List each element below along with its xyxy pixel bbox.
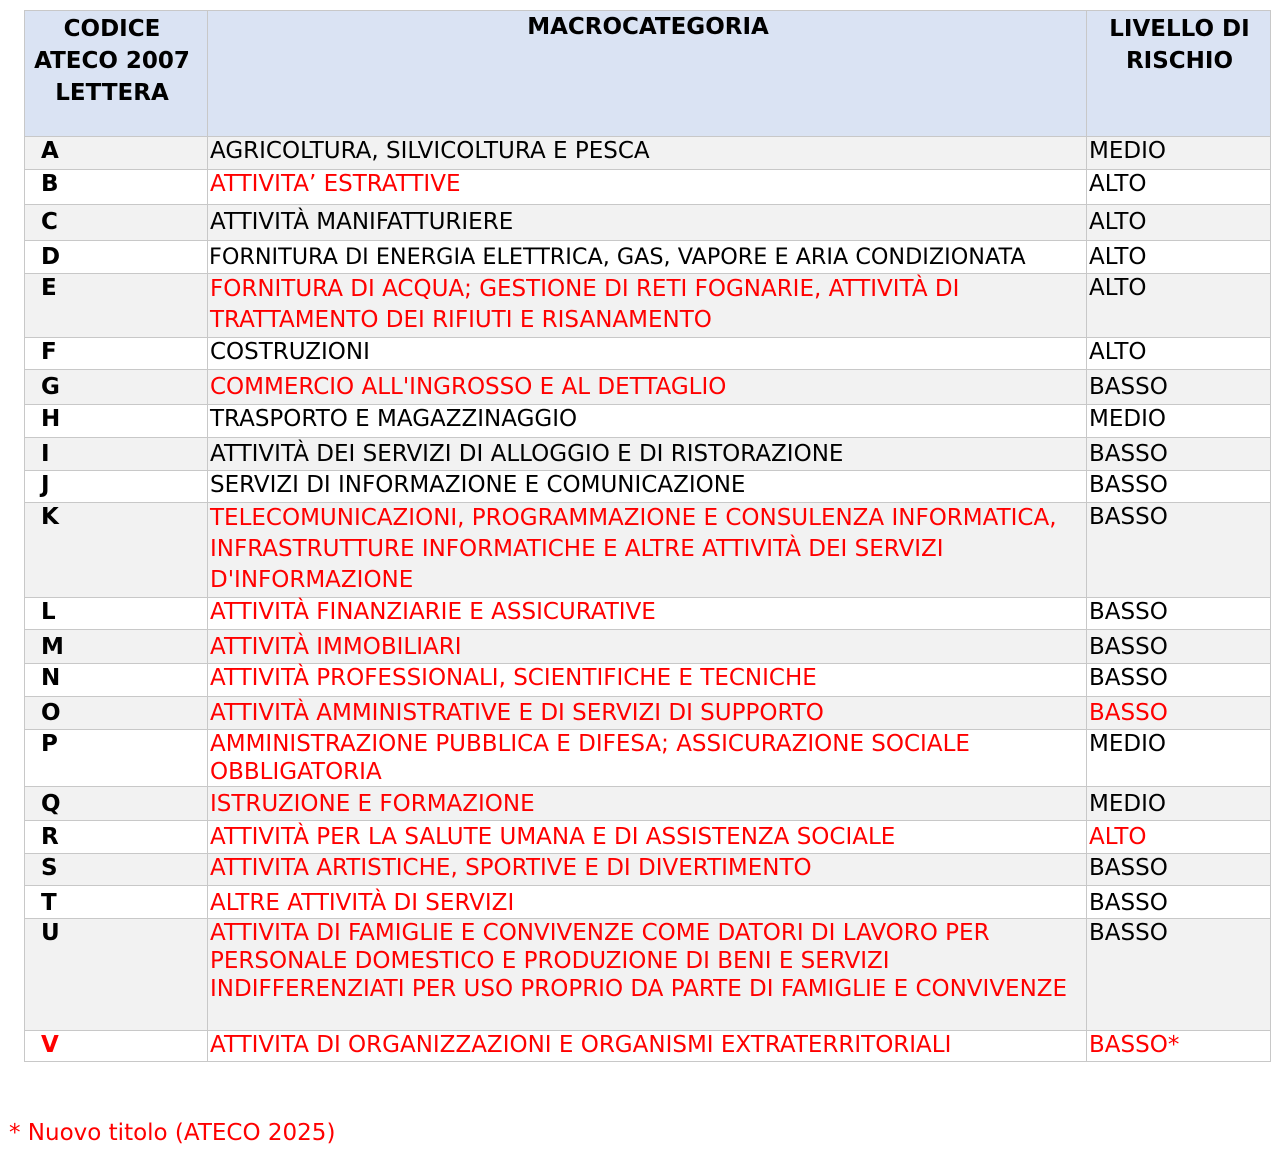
table-row	[25, 919, 1271, 1031]
row-risk: MEDIO	[1087, 137, 1271, 170]
table-row	[25, 170, 1271, 205]
row-code: I	[25, 438, 208, 471]
row-risk: MEDIO	[1087, 787, 1271, 821]
row-code: L	[25, 598, 208, 630]
row-category: FORNITURA DI ACQUA; GESTIONE DI RETI FOGNARIE, ATTIVITÀ DI TRATTAMENTO DEI RIFIUTI E RISANAMENTO	[208, 274, 1087, 338]
row-code: E	[25, 274, 208, 338]
row-category: AGRICOLTURA, SILVICOLTURA E PESCA	[208, 137, 1087, 170]
row-risk: ALTO	[1087, 274, 1271, 338]
header-code: CODICE ATECO 2007 LETTERA	[25, 11, 208, 137]
row-category: FORNITURA DI ENERGIA ELETTRICA, GAS, VAPORE E ARIA CONDIZIONATA	[208, 241, 1087, 274]
table-row	[25, 787, 1271, 821]
row-code: A	[25, 137, 208, 170]
table-row	[25, 405, 1271, 438]
row-category: ATTIVITA’ ESTRATTIVE	[208, 170, 1087, 205]
row-risk: MEDIO	[1087, 405, 1271, 438]
row-risk: BASSO*	[1087, 1031, 1271, 1062]
row-category: AMMINISTRAZIONE PUBBLICA E DIFESA; ASSICURAZIONE SOCIALE OBBLIGATORIA	[208, 730, 1087, 787]
table-row	[25, 886, 1271, 919]
row-risk: BASSO	[1087, 919, 1271, 1031]
row-category: ATTIVITÀ FINANZIARIE E ASSICURATIVE	[208, 598, 1087, 630]
row-code: O	[25, 697, 208, 730]
row-category: ATTIVITÀ DEI SERVIZI DI ALLOGGIO E DI RISTORAZIONE	[208, 438, 1087, 471]
row-category: ATTIVITÀ PROFESSIONALI, SCIENTIFICHE E TECNICHE	[208, 664, 1087, 697]
row-risk: BASSO	[1087, 598, 1271, 630]
row-risk: ALTO	[1087, 241, 1271, 274]
row-code: T	[25, 886, 208, 919]
row-code: Q	[25, 787, 208, 821]
table-row	[25, 471, 1271, 503]
row-category: ATTIVITÀ IMMOBILIARI	[208, 630, 1087, 664]
row-category: SERVIZI DI INFORMAZIONE E COMUNICAZIONE	[208, 471, 1087, 503]
row-risk: BASSO	[1087, 886, 1271, 919]
table-row	[25, 1031, 1271, 1062]
table-row	[25, 730, 1271, 787]
row-category: COSTRUZIONI	[208, 338, 1087, 370]
row-risk: ALTO	[1087, 338, 1271, 370]
table-row	[25, 338, 1271, 370]
row-risk: ALTO	[1087, 205, 1271, 241]
table-header-row	[25, 11, 1271, 137]
row-code: R	[25, 821, 208, 854]
row-risk: BASSO	[1087, 854, 1271, 886]
row-code: V	[25, 1031, 208, 1062]
row-risk: BASSO	[1087, 664, 1271, 697]
row-code: M	[25, 630, 208, 664]
row-risk: BASSO	[1087, 697, 1271, 730]
row-code: N	[25, 664, 208, 697]
table-row	[25, 241, 1271, 274]
row-code: C	[25, 205, 208, 241]
row-category: ISTRUZIONE E FORMAZIONE	[208, 787, 1087, 821]
row-code: U	[25, 919, 208, 1031]
table-row	[25, 137, 1271, 170]
table-row	[25, 664, 1271, 697]
table-row	[25, 854, 1271, 886]
row-risk: BASSO	[1087, 370, 1271, 405]
header-risk: LIVELLO DI RISCHIO	[1087, 11, 1271, 137]
row-risk: BASSO	[1087, 471, 1271, 503]
header-category: MACROCATEGORIA	[208, 11, 1087, 137]
row-risk: BASSO	[1087, 630, 1271, 664]
row-code: G	[25, 370, 208, 405]
table-row	[25, 370, 1271, 405]
row-category: ALTRE ATTIVITÀ DI SERVIZI	[208, 886, 1087, 919]
table-row	[25, 205, 1271, 241]
footnote: * Nuovo titolo (ATECO 2025)	[9, 1120, 336, 1146]
row-category: ATTIVITÀ AMMINISTRATIVE E DI SERVIZI DI SUPPORTO	[208, 697, 1087, 730]
table-row	[25, 630, 1271, 664]
row-category: COMMERCIO ALL'INGROSSO E AL DETTAGLIO	[208, 370, 1087, 405]
row-category: ATTIVITA ARTISTICHE, SPORTIVE E DI DIVERTIMENTO	[208, 854, 1087, 886]
row-code: B	[25, 170, 208, 205]
row-risk: ALTO	[1087, 170, 1271, 205]
table-row	[25, 438, 1271, 471]
row-code: J	[25, 471, 208, 503]
row-category: ATTIVITA DI ORGANIZZAZIONI E ORGANISMI EXTRATERRITORIALI	[208, 1031, 1087, 1062]
row-category: ATTIVITÀ PER LA SALUTE UMANA E DI ASSISTENZA SOCIALE	[208, 821, 1087, 854]
row-risk: BASSO	[1087, 438, 1271, 471]
row-category: ATTIVITA DI FAMIGLIE E CONVIVENZE COME DATORI DI LAVORO PER PERSONALE DOMESTICO E PRODUZIONE DI BENI E SERVIZI INDIFFERENZIATI PER USO PROPRIO DA PARTE DI FAMIGLIE E CONVIVENZE	[208, 919, 1087, 1031]
row-code: F	[25, 338, 208, 370]
table-row	[25, 503, 1271, 598]
ateco-risk-table	[24, 10, 1271, 1062]
row-category: TELECOMUNICAZIONI, PROGRAMMAZIONE E CONSULENZA INFORMATICA, INFRASTRUTTURE INFORMATICHE E ALTRE ATTIVITÀ DEI SERVIZI D'INFORMAZIONE	[208, 503, 1087, 598]
row-code: H	[25, 405, 208, 438]
row-category: TRASPORTO E MAGAZZINAGGIO	[208, 405, 1087, 438]
table-row	[25, 598, 1271, 630]
row-code: K	[25, 503, 208, 598]
table-row	[25, 274, 1271, 338]
row-code: S	[25, 854, 208, 886]
row-code: D	[25, 241, 208, 274]
row-risk: ALTO	[1087, 821, 1271, 854]
row-risk: MEDIO	[1087, 730, 1271, 787]
row-category: ATTIVITÀ MANIFATTURIERE	[208, 205, 1087, 241]
table-row	[25, 697, 1271, 730]
row-code: P	[25, 730, 208, 787]
row-risk: BASSO	[1087, 503, 1271, 598]
table-row	[25, 821, 1271, 854]
